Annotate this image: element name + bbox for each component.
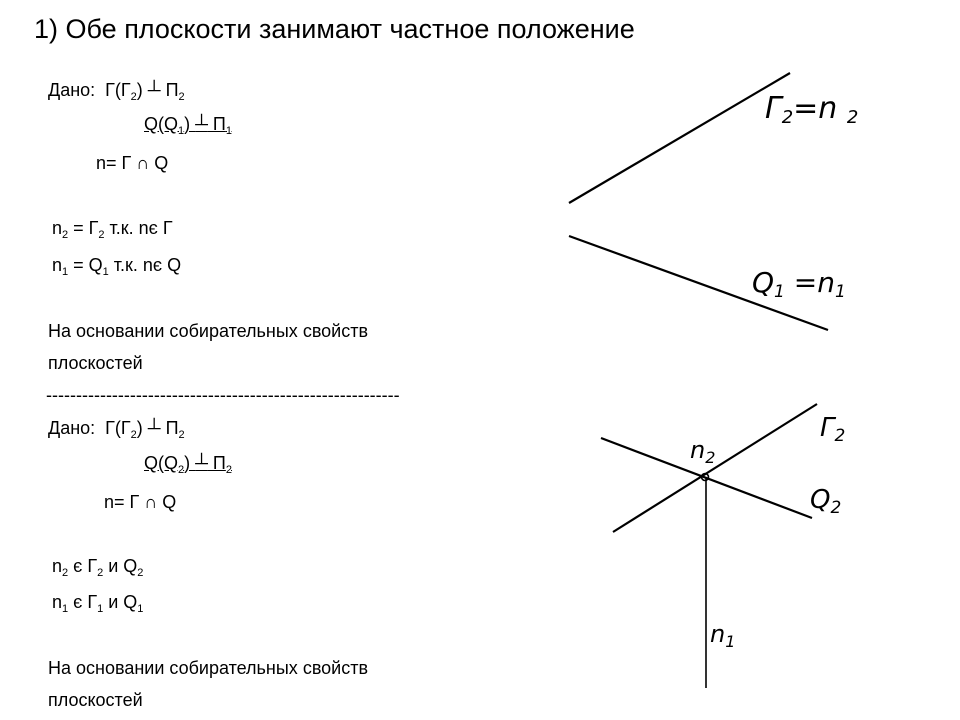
subscript: 2 [137, 567, 144, 579]
n-text: и Q [103, 556, 138, 576]
case1-conclusion-line2: плоскостей [48, 353, 143, 373]
subscript: 1 [225, 125, 232, 137]
separator-line: ----------------------------------------------------------- [46, 385, 400, 405]
n-text: n [52, 556, 63, 576]
n-text: n [52, 255, 63, 275]
g-text: Г(Г [105, 80, 131, 100]
diagram-1 [569, 73, 858, 330]
subscript: 1 [97, 603, 104, 615]
q-text: П [207, 453, 226, 473]
q-text: П [207, 114, 226, 134]
n-text: є Г [68, 556, 98, 576]
subscript: 2 [225, 464, 232, 476]
subscript: 2 [130, 429, 137, 441]
n-text: т.к. nє Q [108, 255, 182, 275]
case1-intersection: n= Г ∩ Q [96, 153, 169, 173]
given-label: Дано: [48, 80, 96, 100]
page-title: 1) Обе плоскости занимают частное положение [34, 14, 635, 44]
case2-conclusion-line2: плоскостей [48, 690, 143, 710]
label-q2: Q2 [810, 485, 842, 518]
n-text: n [52, 592, 63, 612]
label-gamma2-n2: Г2=n 2 [765, 91, 859, 128]
subscript: 2 [98, 229, 105, 241]
subscript: 1 [62, 266, 69, 278]
q-text: ) [184, 114, 196, 134]
g-text: ) [136, 418, 148, 438]
label-n1: $n_1$ [710, 620, 736, 651]
n-text: є Г [68, 592, 98, 612]
perp-symbol: ┴ [195, 114, 208, 134]
g-text: ) [136, 80, 148, 100]
n-text: = Г [68, 218, 99, 238]
q-text: Q(Q [144, 114, 178, 134]
label-q1-n1: Q1 =n1 [752, 266, 846, 302]
subscript: 2 [178, 429, 185, 441]
case2-conclusion-line1: На основании собирательных свойств [48, 658, 369, 678]
diagram-2 [601, 404, 845, 688]
n-text: т.к. nє Г [104, 218, 173, 238]
n-text: и Q [103, 592, 138, 612]
gamma2-trace-line [569, 73, 790, 203]
n-text: = Q [68, 255, 103, 275]
subscript: 2 [62, 229, 69, 241]
label-n2: $n_2$ [690, 436, 716, 467]
subscript: 2 [178, 464, 185, 476]
case1-conclusion-line1: На основании собирательных свойств [48, 321, 369, 341]
given-label: Дано: [48, 418, 96, 438]
subscript: 2 [178, 91, 185, 103]
subscript: 1 [62, 603, 69, 615]
subscript: 2 [97, 567, 104, 579]
perp-symbol: ┴ [195, 453, 208, 473]
subscript: 1 [137, 603, 144, 615]
perp-symbol: ┴ [147, 418, 161, 438]
q-text: Q(Q [144, 453, 178, 473]
g-text: Г(Г [105, 418, 131, 438]
case2-intersection: n= Г ∩ Q [104, 492, 177, 512]
label-gamma2: Г2 [820, 413, 846, 446]
g-text: П [160, 80, 179, 100]
perp-symbol: ┴ [147, 80, 161, 100]
g-text: П [160, 418, 179, 438]
subscript: 2 [62, 567, 69, 579]
gamma2-trace-line [613, 404, 817, 532]
subscript: 1 [102, 266, 109, 278]
subscript: 2 [130, 91, 137, 103]
subscript: 1 [178, 125, 185, 137]
n-text: n [52, 218, 63, 238]
q-text: ) [184, 453, 196, 473]
